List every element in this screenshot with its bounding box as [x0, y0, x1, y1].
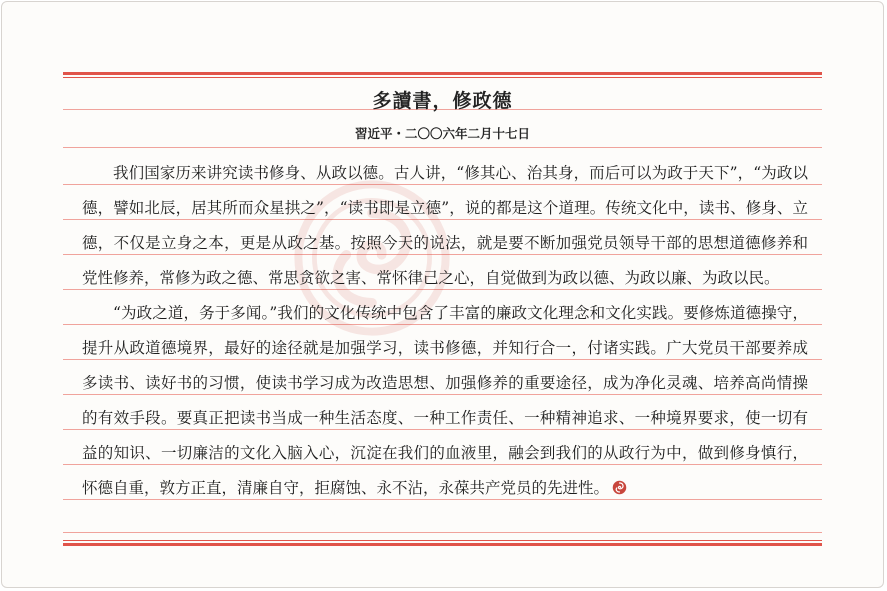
document-byline: 習近平・二〇〇六年二月十七日 — [354, 126, 530, 141]
document-title: 多讀書，修政德 — [372, 90, 513, 112]
ruled-line — [63, 532, 822, 533]
paragraph-2-text: “为政之道，务于多闻。”我们的文化传统中包含了丰富的廉政文化理念和文化实践。要修炼道德操守，提升从政道德境界，最好的途径就是加强学习，读书修德，并知行合一，付诸实践。广大党员干部要养成多读书、读好书的习惯，使读书学习成为改造思想、加强修养的重要途径，成为净化灵魂、培养高尚情操的有效手段。要真正把读书当成一种生活态度、一种工作责任、一种精神追求、一种境界要求，使一切有益的知识、一切廉洁的文化入脑入心，沉淀在我们的血液里，融会到我们的从政行为中，做到修身慎行，怀德自重，敦方正直，清廉自守，拒腐蚀、永不沾，永葆共产党员的先进性。 — [82, 304, 808, 497]
top-double-rule — [63, 72, 822, 78]
paragraph-1 — [82, 156, 808, 296]
ruled-line — [63, 147, 822, 148]
bottom-double-rule — [63, 540, 822, 546]
end-mark-icon — [612, 480, 627, 495]
paragraph-1-text: 我们国家历来讲究读书修身、从政以德。古人讲，“修其心、治其身，而后可以为政于天下”，“为政以德，譬如北辰，居其所而众星拱之”，“读书即是立德”，说的都是这个道理。传统文化中，读书、修身、立德，不仅是立身之本，更是从政之基。按照今天的说法，就是要不断加强党员领导干部的思想道德修养和党性修养，常修为政之德、常思贪欲之害、常怀律己之心，自觉做到为政以德、为政以廉、为政以民。 — [82, 164, 808, 287]
paragraph-2 — [82, 296, 808, 506]
document-body — [82, 156, 808, 506]
